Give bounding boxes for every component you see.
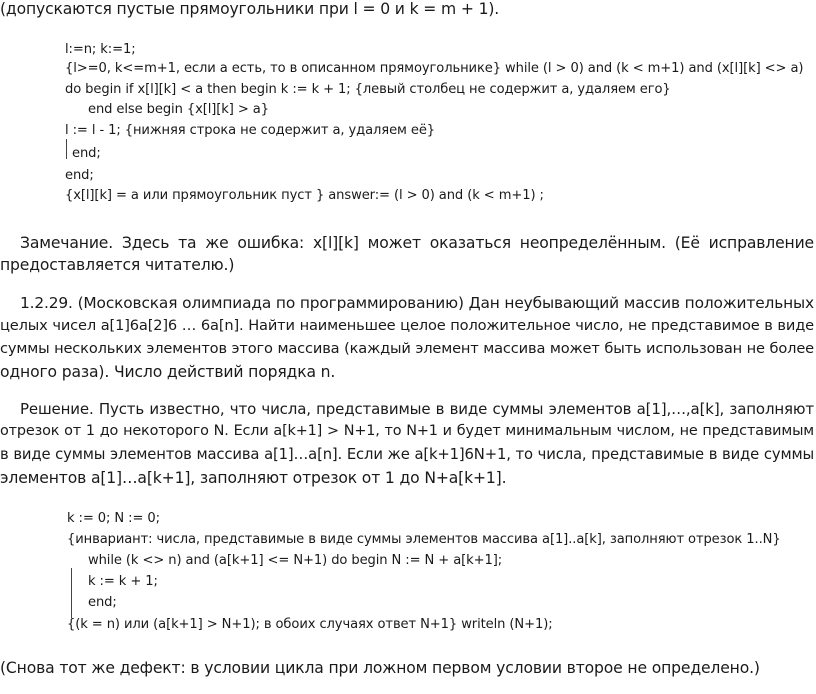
code-line: {x[l][k] = a или прямоугольник пуст } answer:= (l > 0) and (k < m+1) ;	[65, 188, 544, 203]
code-line: end;	[72, 146, 101, 161]
text-line: элементов a[1]…a[k+1], заполняют отрезок от 1 до N+a[k+1].	[0, 469, 507, 487]
text-line: Решение. Пусть известно, что числа, представимые в виде суммы элементов a[1],…,a[k], заполняют	[20, 400, 814, 418]
indent-bar	[66, 139, 67, 159]
code-line: {инвариант: числа, представимые в виде суммы элементов массива a[1]..a[k], заполняют отрезок 1..N}	[67, 532, 781, 547]
text-line: предоставляется читателю.)	[0, 256, 235, 274]
text-line: Замечание. Здесь та же ошибка: x[l][k] может оказаться неопределённым. (Её исправление	[20, 234, 814, 252]
code-line: end;	[88, 595, 117, 610]
code-line: do begin if x[l][k] < a then begin k := k + 1; {левый столбец не содержит a, удаляем его}	[65, 82, 671, 97]
text-line: отрезок от 1 до некоторого N. Если a[k+1] > N+1, то N+1 и будет минимальным числом, не представимым	[0, 423, 814, 439]
code-line: k := k + 1;	[88, 574, 158, 589]
code-line: {(k = n) или (a[k+1] > N+1); в обоих случаях ответ N+1} writeln (N+1);	[67, 617, 553, 632]
code-line: l := l - 1; {нижняя строка не содержит a, удаляем её}	[65, 123, 436, 138]
indent-bar	[71, 568, 72, 618]
text-line: (допускаются пустые прямоугольники при l = 0 и k = m + 1).	[0, 0, 500, 18]
text-line: в виде суммы элементов массива a[1]…a[n]. Если же a[k+1]6N+1, то числа, представимые в виде суммы	[0, 446, 814, 463]
text-line: одного раза). Число действий порядка n.	[0, 363, 336, 381]
text-line: 1.2.29. (Московская олимпиада по программированию) Дан неубывающий массив положительных	[20, 294, 814, 312]
code-line: {l>=0, k<=m+1, если a есть, то в описанном прямоугольнике} while (l > 0) and (k < m+1) and (x[l][k] <> a)	[65, 61, 804, 76]
code-line: end;	[65, 168, 94, 183]
code-line: l:=n; k:=1;	[65, 42, 136, 57]
code-line: end else begin {x[l][k] > a}	[88, 102, 269, 117]
code-line: k := 0; N := 0;	[67, 511, 160, 526]
text-line: (Снова тот же дефект: в условии цикла при ложном первом условии второе не определено.)	[0, 659, 760, 677]
text-line: суммы нескольких элементов этого массива (каждый элемент массива может быть использован не более	[0, 340, 814, 357]
code-line: while (k <> n) and (a[k+1] <= N+1) do begin N := N + a[k+1];	[88, 553, 503, 568]
text-line: целых чисел a[1]6a[2]6 … 6a[n]. Найти наименьшее целое положительное число, не представимое в виде	[0, 317, 814, 334]
